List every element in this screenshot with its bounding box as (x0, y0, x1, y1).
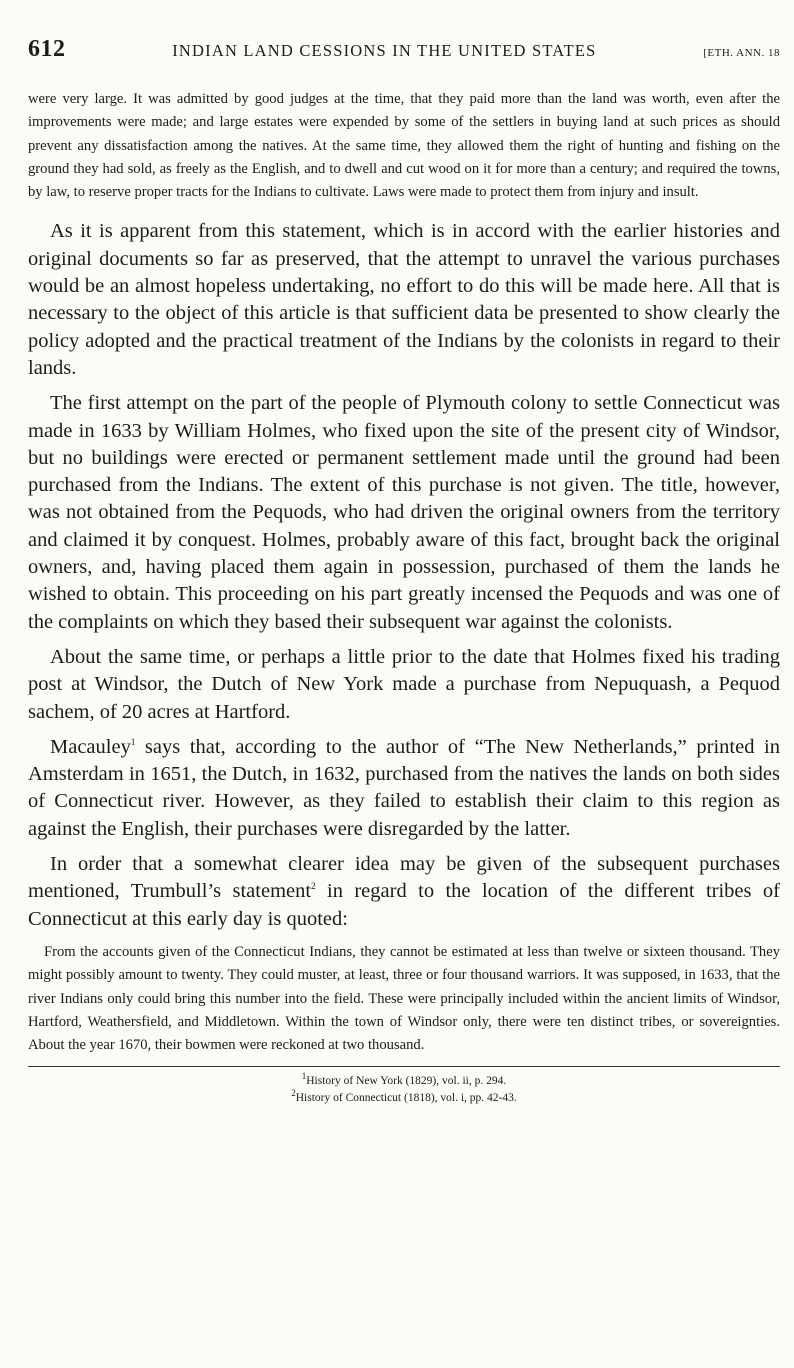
body-text (28, 218, 780, 932)
footnote-2 (28, 1090, 780, 1107)
footnote-ref-2: 2 (311, 881, 316, 892)
footnote-1 (28, 1073, 780, 1090)
paragraph-5-start: In order that a somewhat clearer idea may be given of the subsequent purchases mentioned, Trumbull’s statement (28, 853, 780, 903)
running-title: INDIAN LAND CESSIONS IN THE UNITED STATES (172, 41, 597, 60)
footnote-divider (28, 1066, 780, 1067)
paragraph-4-rest: says that, according to the author of “The New Netherlands,” printed in Amsterdam in 1651, the Dutch, in 1632, purchased from the natives the lands on both sides of Connecticut river. However, as they failed to establish their claim to this region as against the English, their purchases were disregarded by the latter. (28, 735, 780, 840)
document-page (28, 36, 780, 1107)
paragraph-4-start: Macauley (50, 735, 131, 758)
paragraph-2: The first attempt on the part of the people of Plymouth colony to settle Connecticut was made in 1633 by William Holmes, who fixed upon the site of the present city of Windsor, but no buildings were erected or permanent settlement made until the ground had been purchased from the Indians. The extent of this purchase is not given. The title, however, was not obtained from the Pequods, who had driven the original owners from the territory and claimed it by conquest. Holmes, probably aware of this fact, brought back the original owners, and, having placed them again in possession, purchased of them the lands he wished to obtain. This proceeding on his part greatly incensed the Pequods and was one of the complaints on which they based their subsequent war against the colonists. (28, 392, 780, 633)
paragraph-3: About the same time, or perhaps a little prior to the date that Holmes fixed his trading post at Windsor, the Dutch of New York made a purchase from Nepuquash, a Pequod sachem, of 20 acres at Hartford. (28, 645, 780, 723)
footnote-2-mark: 2 (291, 1088, 296, 1099)
block-quote-bottom: From the accounts given of the Connecticut Indians, they cannot be estimated at less than twelve or sixteen thousand. They might possibly amount to twenty. They could muster, at least, three or four thousand warriors. It was supposed, in 1633, that the river Indians only could bring this number into the field. These were principally included within the ancient limits of Windsor, Hartford, Weathersfield, and Middletown. Within the town of Windsor only, there were ten distinct tribes, or sovereignties. About the year 1670, their bowmen were reckoned at two thousand. (28, 943, 780, 1054)
paragraph-4 (28, 734, 780, 843)
paragraph-5 (28, 851, 780, 933)
footnote-ref-1: 1 (130, 737, 136, 747)
page-number: 612 (28, 36, 66, 62)
block-quote-top: were very large. It was admitted by good judges at the time, that they paid more than the land was worth, even after the improvements were made; and large estates were expended by some of the settlers in buying land at such prices as should prevent any dissatisfaction among the natives. At the same time, they allowed them the right of hunting and fishing on the ground they had sold, as freely as the English, and to dwell and cut wood on it for more than a century; and required the towns, by law, to reserve proper tracts for the Indians to cultivate. Laws were made to protect them from injury and insult. (28, 91, 780, 201)
footnote-1-text: History of New York (1829), vol. ii, p. 294. (306, 1075, 507, 1088)
footnotes (28, 1073, 780, 1107)
paragraph-5-rest: in regard to the location of the different tribes of Connecticut at this early day is quoted: (28, 880, 781, 930)
footnote-2-text: History of Connecticut (1818), vol. i, pp. 42-43. (295, 1092, 517, 1105)
paragraph-1: As it is apparent from this statement, which is in accord with the earlier histories and original documents so far as preserved, that the attempt to unravel the various purchases would be an almost hopeless undertaking, no effort to do this will be made here. All that is necessary to the object of this article is that sufficient data be presented to show clearly the policy adopted and the practical treatment of the Indians by the colonists in regard to their lands. (28, 220, 780, 379)
footnote-1-mark: 1 (301, 1071, 307, 1082)
page-header (28, 36, 780, 68)
running-reference: [ETH. ANN. 18 (703, 47, 780, 59)
